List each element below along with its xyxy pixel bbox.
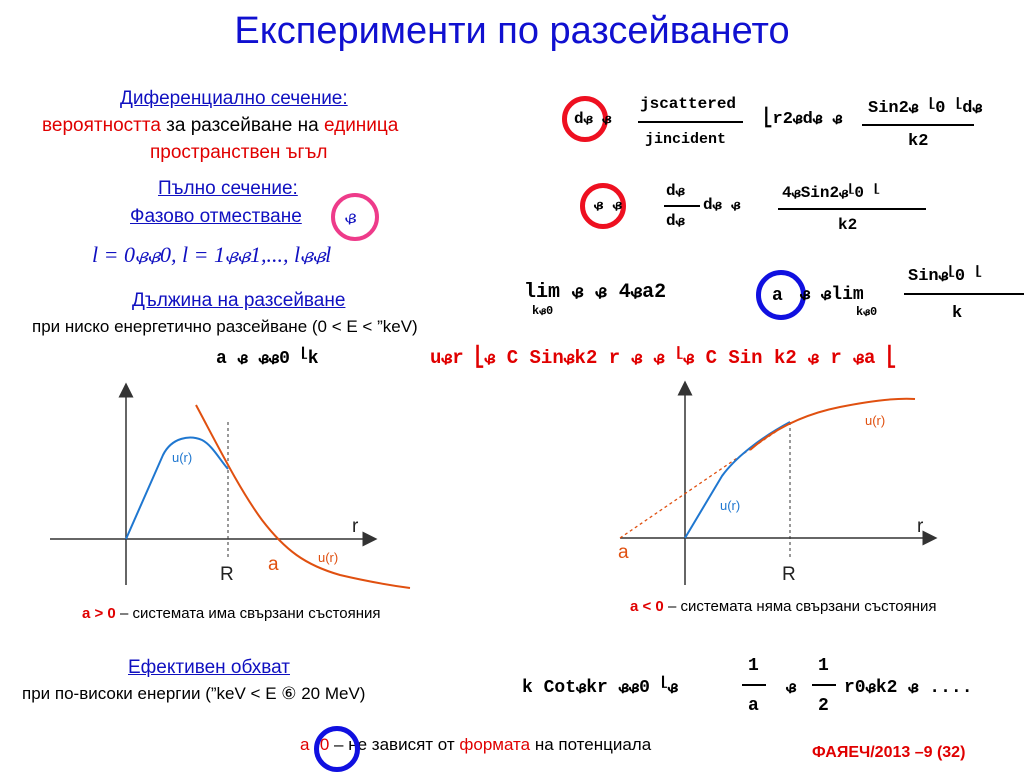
right-u-red-label: u(r) bbox=[865, 413, 886, 428]
right-a-label: a bbox=[618, 542, 629, 563]
bottom-end-text: на потенциала bbox=[530, 735, 652, 754]
partial-waves-formula: l = 0ᏸᏸ0, l = 1ᏸᏸ1,..., lᏸᏸl bbox=[92, 242, 332, 267]
phase-symbol: ᏸ bbox=[345, 206, 357, 228]
eq1-sin-fraction-bar bbox=[862, 124, 974, 126]
diff-cross-section-line3: пространствен ъгъл bbox=[150, 142, 328, 163]
limit-2-subscript: kᏸ0 bbox=[856, 305, 878, 319]
footer-slide-number: ФАЯЕЧ/2013 –9 (32) bbox=[812, 744, 966, 761]
bottom-r0: r0 bbox=[314, 735, 330, 754]
left-graph bbox=[40, 380, 470, 600]
total-cross-section-title: Пълно сечение: bbox=[158, 178, 298, 199]
eq1-numerator: jscattered bbox=[640, 95, 737, 113]
diff-cross-section-title: Диференциално сечение: bbox=[120, 88, 348, 109]
bottom-a: a bbox=[300, 735, 310, 754]
eq2-middle: dᏸ ᏸ bbox=[703, 196, 741, 214]
limit-formula-1: lim ᏸ ᏸ 4ᏸa2 bbox=[524, 281, 667, 304]
pink-highlight-circle bbox=[331, 193, 379, 241]
limit-2-a: a bbox=[772, 286, 783, 306]
limit-2-fraction-bar bbox=[904, 293, 1024, 295]
right-red-curve bbox=[750, 399, 915, 450]
bottom-mid-text: – не зависят от bbox=[329, 735, 460, 754]
eq1-sin-numerator: Sin2ᏸ ⎣0 ⎣dᏸ bbox=[868, 99, 983, 118]
eq2-numerator: 4ᏸSin2ᏸ⎣0 ⎣ bbox=[782, 184, 880, 202]
left-r-label: r bbox=[352, 516, 359, 537]
eq1-sin-denominator: k2 bbox=[908, 132, 929, 151]
scattering-length-description: при ниско енергетично разсейване (0 < E < ”keV) bbox=[32, 317, 418, 336]
effective-range-formula: k Cotᏸkr ᏸᏸ0 ⎣ᏸ bbox=[522, 678, 678, 698]
page-title: Експерименти по разсейването bbox=[234, 10, 790, 52]
left-graph-caption bbox=[82, 605, 381, 622]
phase-shift-label: Фазово отместване bbox=[130, 206, 302, 227]
eq2-frac-den: dᏸ bbox=[666, 212, 685, 230]
left-R-label: R bbox=[220, 564, 234, 585]
right-graph bbox=[610, 380, 1024, 590]
bottom-form-word: формата bbox=[459, 735, 531, 754]
blue-highlight-circle-2 bbox=[314, 726, 360, 772]
probability-word: вероятността bbox=[42, 115, 161, 136]
eq2-frac-num: dᏸ bbox=[666, 182, 685, 200]
a-negative-label: a < 0 bbox=[630, 598, 664, 615]
wavefunction-outside-formula: uᏸr ⎣ᏸ C Sinᏸk2 r ᏸ ᏸ ⎣ᏸ C Sin k2 ᏸ r ᏸa ⎣ bbox=[430, 347, 897, 369]
eff-frac2-bar bbox=[812, 684, 836, 686]
scattering-length-title: Дължина на разсейване bbox=[132, 290, 346, 311]
right-blue-curve bbox=[685, 422, 790, 538]
eq1-d-sigma: dᏸ ᏸ bbox=[574, 110, 612, 128]
a-positive-label: a > 0 bbox=[82, 605, 116, 622]
right-r-label: r bbox=[917, 516, 924, 537]
limit-1-subscript: kᏸ0 bbox=[532, 304, 554, 318]
effective-range-description: при по-високи енергии (”keV < E ⑥ 20 MeV) bbox=[22, 684, 366, 703]
left-u-blue-label: u(r) bbox=[172, 450, 193, 465]
limit-2-denominator: k bbox=[952, 304, 963, 323]
eff-frac2-numerator: 1 bbox=[818, 656, 829, 676]
eq2-fraction-bar bbox=[778, 208, 926, 210]
unit-word: единица bbox=[323, 115, 399, 136]
bound-states-text: – системата има свързани състояния bbox=[115, 605, 381, 622]
eq1-denominator: jincident bbox=[645, 131, 727, 148]
left-u-red-label: u(r) bbox=[318, 550, 339, 565]
no-bound-states-text: – системата няма свързани състояния bbox=[663, 598, 937, 615]
right-graph-caption bbox=[630, 598, 937, 615]
eff-formula-tail: r0ᏸk2 ᏸ .... bbox=[844, 678, 973, 698]
eq1-fraction-bar bbox=[638, 121, 743, 123]
limit-2-numerator: Sinᏸ⎣0 ⎣ bbox=[908, 267, 982, 286]
eq2-sigma: ᏸ ᏸ bbox=[594, 196, 622, 214]
eff-frac1-numerator: 1 bbox=[748, 656, 759, 676]
effective-range-title: Ефективен обхват bbox=[128, 657, 290, 678]
eff-frac2-denominator: 2 bbox=[818, 696, 829, 716]
eff-plus-sign: ᏸ bbox=[786, 678, 797, 698]
scattering-length-formula: a ᏸ ᏸᏸ0 ⎣k bbox=[216, 349, 319, 369]
eq2-denominator: k2 bbox=[838, 216, 858, 234]
eff-frac1-denominator: a bbox=[748, 696, 759, 716]
eq1-middle: ⎣r2ᏸdᏸ ᏸ bbox=[764, 110, 843, 129]
diff-cross-section-line2 bbox=[42, 115, 398, 137]
limit-formula-2: ᏸ ᏸlim bbox=[800, 285, 864, 305]
right-u-blue-label: u(r) bbox=[720, 498, 741, 513]
for-scattering-text: за разсейване на bbox=[160, 115, 324, 136]
left-a-label: a bbox=[268, 554, 279, 575]
eq2-frac-bar bbox=[664, 205, 700, 207]
eff-frac1-bar bbox=[742, 684, 766, 686]
right-R-label: R bbox=[782, 564, 796, 585]
